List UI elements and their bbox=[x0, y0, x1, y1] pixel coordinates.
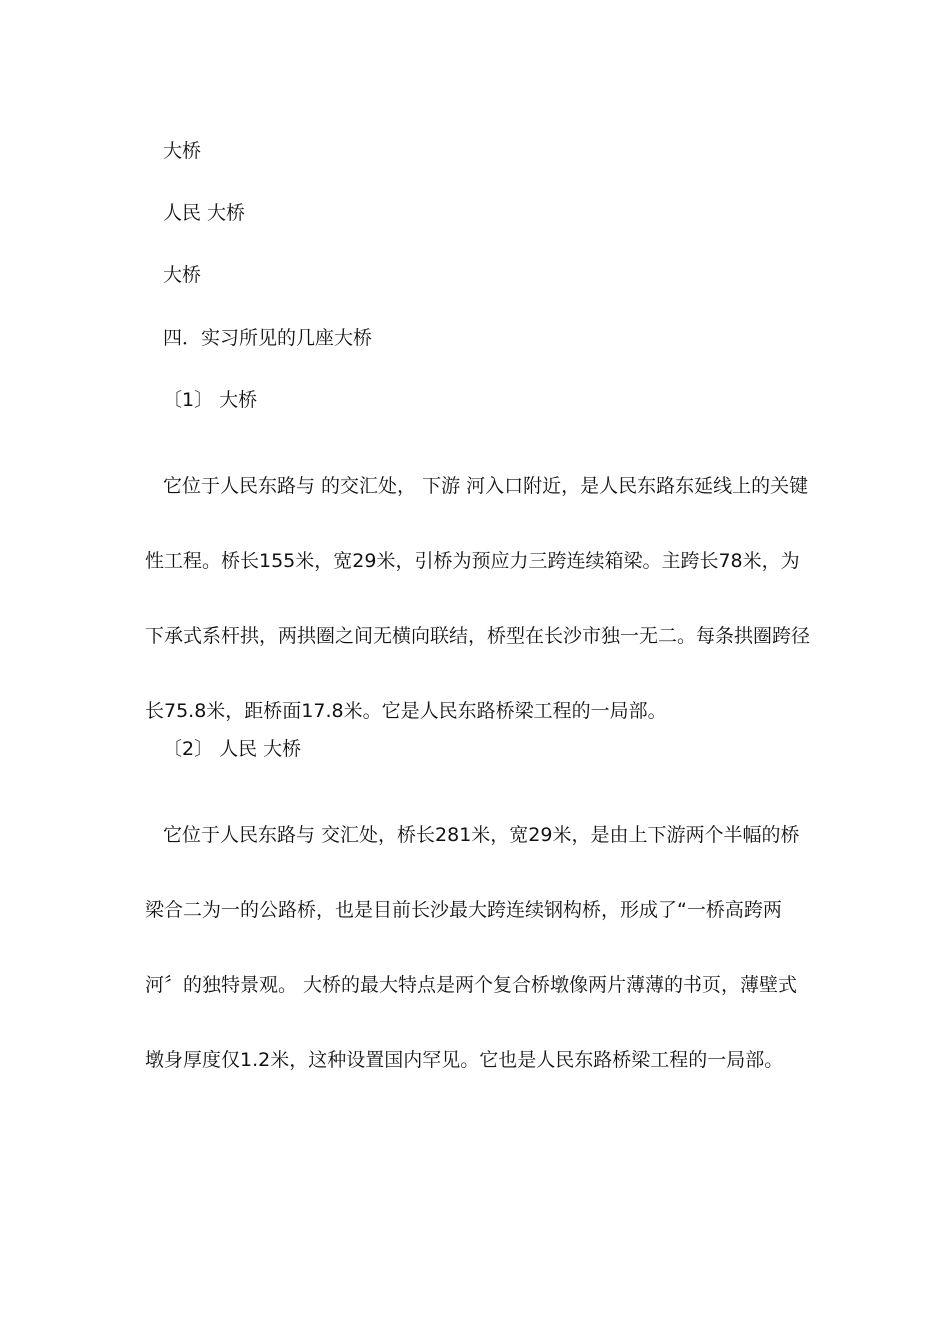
paragraph-2: 它位于人民东路与 交汇处，桥长281米，宽29米，是由上下游两个半幅的桥梁合二为一的公路桥，也是目前长沙最大跨连续钢构桥，形成了“一桥高跨两河〞的独特景观。 大桥的最大特点是两个复合桥墩像两片薄薄的书页，薄壁式墩身厚度仅1.2米，这种设置国内罕见。它也是人民东路桥梁工程的一局部。 bbox=[145, 824, 800, 1071]
bridge-title-1: 大桥 bbox=[163, 140, 202, 162]
subsection-heading-2: 〔2〕 人民 大桥 bbox=[163, 738, 302, 760]
bridge-title-2: 人民 大桥 bbox=[163, 202, 246, 224]
paragraph-1-container bbox=[145, 449, 810, 749]
section-heading: 四．实习所见的几座大桥 bbox=[163, 327, 373, 349]
paragraph-1: 它位于人民东路与 的交汇处， 下游 河入口附近，是人民东路东延线上的关键性工程。桥长155米，宽29米，引桥为预应力三跨连续箱梁。主跨长78米，为下承式系杆拱，两拱圈之间无横向联结，桥型在长沙市独一无二。每条拱圈跨径长75.8米，距桥面17.8米。它是人民东路桥梁工程的一局部。 bbox=[145, 475, 811, 722]
subsection-heading-1: 〔1〕 大桥 bbox=[163, 389, 258, 411]
bridge-title-3: 大桥 bbox=[163, 264, 202, 286]
paragraph-2-container bbox=[145, 798, 810, 1098]
